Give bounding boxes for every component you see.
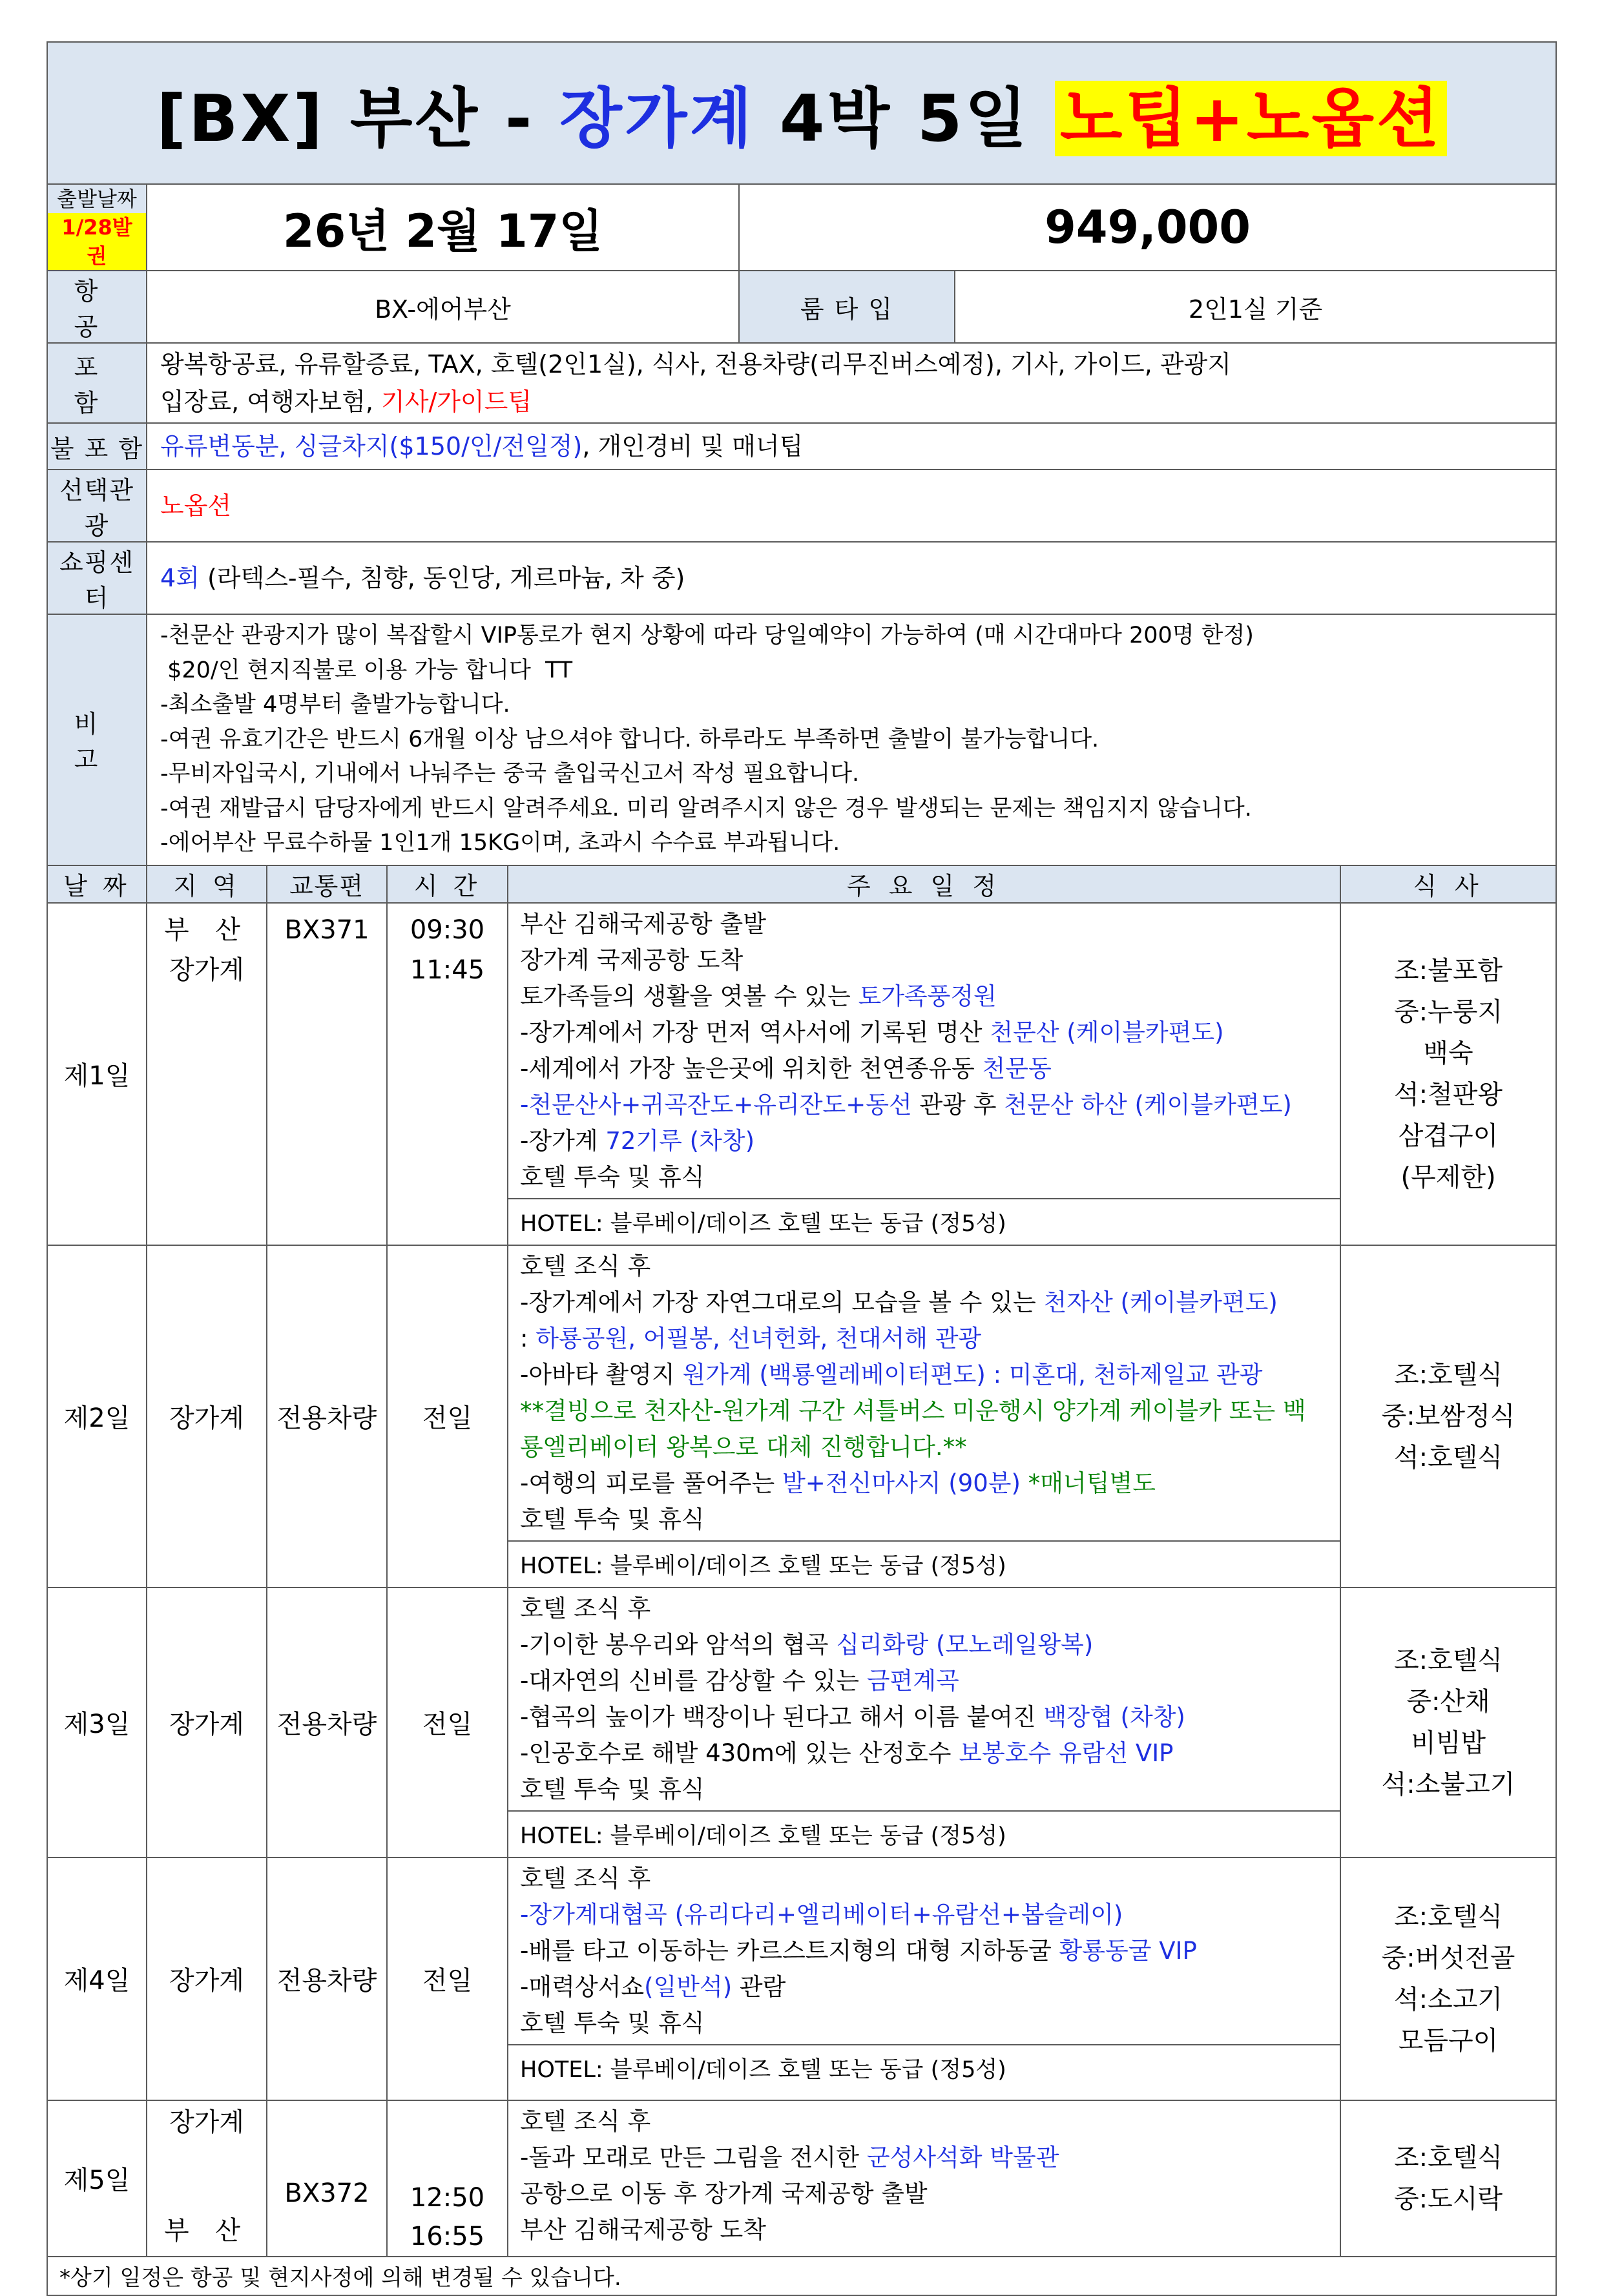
day-schedule bbox=[508, 2100, 1340, 2257]
schedule-line: 공항으로 이동 후 장가계 국제공항 출발 bbox=[520, 2179, 928, 2208]
schedule-line: 호텔 투숙 및 휴식 bbox=[520, 1163, 705, 1191]
schedule-line: 부산 김해국제공항 도착 bbox=[520, 2215, 766, 2244]
schedule-line: 호텔 조식 후 bbox=[520, 2107, 651, 2135]
day-meals: 조:호텔식 중:버섯전골 석:소고기 모듬구이 bbox=[1340, 1857, 1556, 2100]
col-header-date: 날 짜 bbox=[47, 865, 147, 903]
schedule-line: 토가족들의 생활을 엿볼 수 있는 토가족풍정원 bbox=[520, 982, 997, 1010]
remark-line: -여권 유효기간은 반드시 6개월 이상 남으셔야 합니다. 하루라도 부족하면 출발이 불가능합니다. bbox=[160, 726, 1099, 752]
day-label: 제4일 bbox=[47, 1857, 147, 2100]
schedule-line: 호텔 조식 후 bbox=[520, 1252, 651, 1280]
day-schedule bbox=[508, 1245, 1340, 1588]
remark-line: -천문산 관광지가 많이 복잡할시 VIP통로가 현지 상황에 따라 당일예약이 가능하여 (매 시간대마다 200명 한정) bbox=[160, 623, 1254, 648]
included-line-2: 입장료, 여행자보험, 기사/가이드팁 bbox=[160, 388, 532, 416]
day-transport: BX372 bbox=[267, 2100, 387, 2257]
remark-line: $20/인 현지직불로 이용 가능 합니다 TT bbox=[160, 657, 573, 683]
day-region: 장가계 bbox=[147, 1588, 267, 1857]
departure-date: 26년 2월 17일 bbox=[147, 184, 739, 271]
departure-label: 출발날짜 bbox=[57, 187, 137, 211]
schedule-line: -세계에서 가장 높은곳에 위치한 천연종유동 천문동 bbox=[520, 1054, 1052, 1082]
hotel-line: HOTEL: 블루베이/데이즈 호텔 또는 동급 (정5성) bbox=[508, 1810, 1340, 1857]
day-meals: 조:불포함 중:누룽지 백숙 석:철판왕 삼겹구이 (무제한) bbox=[1340, 903, 1556, 1245]
remarks-list bbox=[147, 614, 1556, 865]
schedule-lines bbox=[508, 1246, 1340, 1540]
itinerary-table bbox=[47, 41, 1557, 2296]
day-transport: 전용차량 bbox=[267, 1857, 387, 2100]
schedule-lines bbox=[508, 904, 1340, 1198]
day-row bbox=[47, 1857, 1556, 2100]
schedule-line: -협곡의 높이가 백장이나 된다고 해서 이름 붙여진 백장협 (차창) bbox=[520, 1702, 1185, 1731]
optional-tour-label: 선택관광 bbox=[47, 470, 147, 542]
schedule-line: -장가계대협곡 (유리다리+엘리베이터+유람선+봅슬레이) bbox=[520, 1900, 1123, 1929]
shopping-value: 4회 (라텍스-필수, 침향, 동인당, 게르마늄, 차 중) bbox=[147, 542, 1556, 614]
schedule-lines bbox=[508, 1858, 1340, 2044]
day-row bbox=[47, 1245, 1556, 1588]
excluded-value: 유류변동분, 싱글차지($150/인/전일정), 개인경비 및 매너팁 bbox=[147, 423, 1556, 470]
col-header-schedule: 주 요 일 정 bbox=[508, 865, 1340, 903]
issue-note: 1/28발권 bbox=[48, 213, 146, 270]
remark-line: -여권 재발급시 담당자에게 반드시 알려주세요. 미리 알려주시지 않은 경우 발생되는 문제는 책임지지 않습니다. bbox=[160, 795, 1252, 822]
excluded-label: 불 포 함 bbox=[47, 423, 147, 470]
included-label: 포 함 bbox=[47, 343, 147, 423]
col-header-region: 지 역 bbox=[147, 865, 267, 903]
schedule-line: : 하룡공원, 어필봉, 선녀헌화, 천대서해 관광 bbox=[520, 1324, 982, 1352]
price: 949,000 bbox=[739, 184, 1556, 271]
schedule-lines bbox=[508, 1588, 1340, 1810]
day-transport: 전용차량 bbox=[267, 1245, 387, 1588]
remark-line: -무비자입국시, 기내에서 나눠주는 중국 출입국신고서 작성 필요합니다. bbox=[160, 761, 860, 787]
schedule-line: -배를 타고 이동하는 카르스트지형의 대형 지하동굴 황룡동굴 VIP bbox=[520, 1936, 1197, 1965]
schedule-line: 룡엘리베이터 왕복으로 대체 진행합니다.** bbox=[520, 1432, 967, 1461]
schedule-line: **결빙으로 천자산-원가계 구간 셔틀버스 미운행시 양가계 케이블카 또는 백 bbox=[520, 1396, 1306, 1425]
title-destination: 장가계 bbox=[559, 81, 755, 156]
room-type-label: 룸 타 입 bbox=[739, 271, 955, 343]
day-schedule bbox=[508, 903, 1340, 1245]
day-label: 제5일 bbox=[47, 2100, 147, 2257]
hotel-line: HOTEL: 블루베이/데이즈 호텔 또는 동급 (정5성) bbox=[508, 1198, 1340, 1245]
schedule-line: -돌과 모래로 만든 그림을 전시한 군성사석화 박물관 bbox=[520, 2143, 1059, 2171]
hotel-line: HOTEL: 블루베이/데이즈 호텔 또는 동급 (정5성) bbox=[508, 2044, 1340, 2091]
schedule-line: -기이한 봉우리와 암석의 협곡 십리화랑 (모노레일왕복) bbox=[520, 1630, 1094, 1659]
day-row bbox=[47, 903, 1556, 1245]
title-duration: 4박 5일 bbox=[754, 81, 1055, 156]
hotel-line: HOTEL: 블루베이/데이즈 호텔 또는 동급 (정5성) bbox=[508, 1540, 1340, 1587]
day-times: 전일 bbox=[387, 1857, 508, 2100]
day-transport: 전용차량 bbox=[267, 1588, 387, 1857]
day-schedule bbox=[508, 1588, 1340, 1857]
remark-line: -최소출발 4명부터 출발가능합니다. bbox=[160, 692, 510, 718]
schedule-line: -매력상서쇼(일반석) 관람 bbox=[520, 1972, 786, 2001]
day-label: 제3일 bbox=[47, 1588, 147, 1857]
schedule-line: -여행의 피로를 풀어주는 발+전신마사지 (90분) *매너팁별도 bbox=[520, 1469, 1156, 1497]
schedule-line: -인공호수로 해발 430m에 있는 산정호수 보봉호수 유람선 VIP bbox=[520, 1739, 1174, 1767]
title-badge: 노팁+노옵션 bbox=[1055, 81, 1447, 156]
day-region: 장가계 부 산 bbox=[147, 2100, 267, 2257]
schedule-line: -장가계에서 가장 자연그대로의 모습을 볼 수 있는 천자산 (케이블카편도) bbox=[520, 1288, 1278, 1316]
optional-tour-value: 노옵션 bbox=[147, 470, 1556, 542]
day-times: 12:50 16:55 bbox=[387, 2100, 508, 2257]
schedule-line: 호텔 조식 후 bbox=[520, 1594, 651, 1622]
day-transport: BX371 bbox=[267, 903, 387, 1245]
remarks-label: 비 고 bbox=[47, 614, 147, 865]
day-meals: 조:호텔식 중:산채 비빔밥 석:소불고기 bbox=[1340, 1588, 1556, 1857]
airline-value: BX-에어부산 bbox=[147, 271, 739, 343]
day-label: 제1일 bbox=[47, 903, 147, 1245]
day-schedule bbox=[508, 1857, 1340, 2100]
col-header-time: 시 간 bbox=[387, 865, 508, 903]
schedule-lines bbox=[508, 2101, 1340, 2251]
day-times: 09:30 11:45 bbox=[387, 903, 508, 1245]
day-meals: 조:호텔식 중:보쌈정식 석:호텔식 bbox=[1340, 1245, 1556, 1588]
remark-line: -에어부산 무료수하물 1인1개 15KG이며, 초과시 수수료 부과됩니다. bbox=[160, 830, 840, 856]
title-prefix: [BX] 부산 - bbox=[156, 81, 560, 156]
schedule-line: 호텔 투숙 및 휴식 bbox=[520, 2009, 705, 2037]
footer-note: *상기 일정은 항공 및 현지사정에 의해 변경될 수 있습니다. bbox=[47, 2257, 1556, 2295]
itinerary-document bbox=[47, 41, 1555, 2296]
day-region: 장가계 bbox=[147, 1245, 267, 1588]
day-region: 장가계 bbox=[147, 1857, 267, 2100]
schedule-line: 부산 김해국제공항 출발 bbox=[520, 909, 766, 938]
room-type-value: 2인1실 기준 bbox=[955, 271, 1556, 343]
schedule-line: -대자연의 신비를 감상할 수 있는 금편계곡 bbox=[520, 1666, 959, 1695]
schedule-line: 호텔 조식 후 bbox=[520, 1864, 651, 1892]
included-line-1: 왕복항공료, 유류할증료, TAX, 호텔(2인1실), 식사, 전용차량(리무진버스예정), 기사, 가이드, 관광지 bbox=[160, 350, 1231, 378]
schedule-line: -장가계에서 가장 먼저 역사서에 기록된 명산 천문산 (케이블카편도) bbox=[520, 1018, 1224, 1046]
day-times: 전일 bbox=[387, 1588, 508, 1857]
included-value bbox=[147, 343, 1556, 423]
included-tip: 기사/가이드팁 bbox=[380, 388, 532, 416]
schedule-line: 장가계 국제공항 도착 bbox=[520, 946, 744, 974]
day-row bbox=[47, 2100, 1556, 2257]
col-header-meals: 식 사 bbox=[1340, 865, 1556, 903]
day-meals: 조:호텔식 중:도시락 bbox=[1340, 2100, 1556, 2257]
title-banner bbox=[47, 42, 1556, 184]
day-label: 제2일 bbox=[47, 1245, 147, 1588]
schedule-line: -장가계 72기루 (차창) bbox=[520, 1126, 755, 1155]
schedule-line: -아바타 촬영지 원가계 (백룡엘레베이터편도) : 미혼대, 천하제일교 관광 bbox=[520, 1360, 1263, 1389]
col-header-transport: 교통편 bbox=[267, 865, 387, 903]
shopping-label: 쇼핑센터 bbox=[47, 542, 147, 614]
day-row bbox=[47, 1588, 1556, 1857]
airline-label: 항 공 bbox=[47, 271, 147, 343]
departure-label-cell bbox=[47, 184, 147, 271]
schedule-line: 호텔 투숙 및 휴식 bbox=[520, 1505, 705, 1533]
day-region: 부 산 장가계 bbox=[147, 903, 267, 1245]
schedule-line: 호텔 투숙 및 휴식 bbox=[520, 1775, 705, 1803]
schedule-line: -천문산사+귀곡잔도+유리잔도+동선 관광 후 천문산 하산 (케이블카편도) bbox=[520, 1090, 1292, 1119]
day-times: 전일 bbox=[387, 1245, 508, 1588]
